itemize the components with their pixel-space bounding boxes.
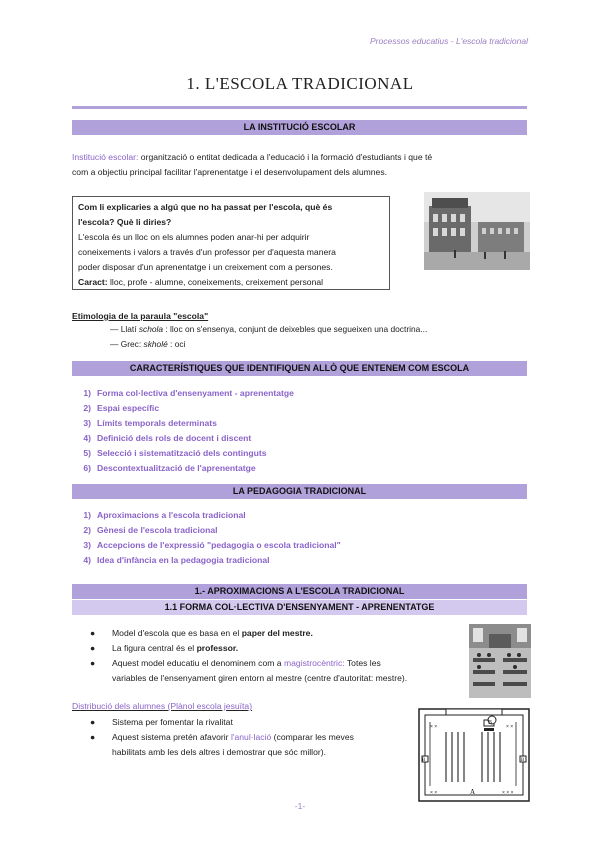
list-item: ● Sistema per fomentar la rivalitat: [72, 715, 417, 730]
box-caract: [78, 275, 384, 290]
distribucio-bullets: [72, 715, 417, 760]
list-item: 2) Gènesi de l'escola tradicional: [83, 525, 218, 535]
box-question-1: Com li explicaries a algú que no ha passat per l'escola, què és: [78, 202, 333, 212]
list-item: 1) Forma col·lectiva d'ensenyament - aprenentatge: [83, 388, 294, 398]
bullet-dot: ●: [90, 732, 96, 742]
svg-text:× × ×: × × ×: [502, 790, 514, 796]
section-band-pedagogia: LA PEDAGOGIA TRADICIONAL: [72, 484, 527, 499]
definition-paragraph: [72, 150, 532, 180]
box-answer-3: poder disposar d'un aprenentatge i un creixement com a persones.: [78, 262, 333, 272]
etimologia-title: Etimologia de la paraula "escola": [72, 311, 209, 321]
title-underline: [72, 106, 527, 109]
school-building-photo: [424, 192, 530, 270]
classroom-photo: [469, 624, 531, 698]
svg-text:× ×: × ×: [506, 724, 514, 730]
pedagogia-list: [72, 508, 341, 568]
etim-greek-word: skholé: [143, 339, 168, 349]
etim-latin-prefix: — Llatí: [110, 324, 139, 334]
floor-plan-drawing: [418, 708, 530, 802]
definition-text-2: com a objectiu principal facilitar l'aprenentatge i el desenvolupament dels alumnes.: [72, 167, 388, 177]
running-header: Processos educatius - L'escola tradicional: [369, 36, 528, 46]
box-answer-2: coneixements i valors a través d'un professor per d'aquesta manera: [78, 247, 336, 257]
svg-text:× ×: × ×: [430, 724, 438, 730]
etim-latin-word: schola: [138, 324, 164, 334]
list-item: ● Aquest model educatiu el denominem com a magistrocèntric: Totes les variables de l'ensenyament giren entorn al mestre (centre d'autoritat: mestre).: [90, 658, 408, 683]
list-item: 5) Selecció i sistematització dels continguts: [83, 448, 267, 458]
page-number: -1-: [294, 801, 306, 811]
list-item: 3) Accepcions de l'expressió "pedagogia o escola tradicional": [83, 540, 341, 550]
caract-label: Caract:: [78, 277, 108, 287]
etimologia-greek: [110, 337, 185, 351]
bullet-dot: ●: [90, 643, 96, 653]
caracteristiques-list: [72, 386, 294, 476]
definition-text-1: organització o entitat dedicada a l'educació i la formació d'estudiants i que té: [140, 152, 433, 162]
etim-latin-text: : lloc on s'ensenya, conjunt de deixebles que segueixen una doctrina...: [163, 324, 428, 334]
list-item: 4) Idea d'infància en la pedagogia tradicional: [83, 555, 270, 565]
plan-letter-bottom: A: [470, 788, 476, 796]
svg-text:× ×: × ×: [430, 790, 438, 796]
plan-letter-left: B: [422, 758, 426, 763]
definition-term: Institució escolar:: [72, 152, 139, 162]
list-item: 1) Aproximacions a l'escola tradicional: [83, 510, 246, 520]
box-answer-1: L'escola és un lloc on els alumnes poden anar-hi per adquirir: [78, 232, 310, 242]
box-question-2: l'escola? Què li diries?: [78, 217, 172, 227]
plan-letter-right: B: [521, 758, 525, 763]
list-item: 2) Espai específic: [83, 403, 160, 413]
page-title: 1. L'ESCOLA TRADICIONAL: [186, 74, 414, 93]
plan-letter-top: B: [488, 720, 493, 726]
etim-greek-prefix: — Grec:: [110, 339, 144, 349]
list-item: 6) Descontextualització de l'aprenentatge: [83, 463, 256, 473]
bullet-dot: ●: [90, 628, 96, 638]
section-band-institucio: LA INSTITUCIÓ ESCOLAR: [72, 120, 527, 135]
mestre-bullets: [72, 626, 462, 686]
question-box: [72, 196, 390, 290]
section-band-caracteristiques: CARACTERÍSTIQUES QUE IDENTIFIQUEN ALLÒ QUE ENTENEM COM ESCOLA: [72, 361, 527, 376]
list-item: 4) Definició dels rols de docent i discent: [83, 433, 252, 443]
list-item: ● La figura central és el professor.: [72, 641, 462, 656]
list-item: ● Model d'escola que es basa en el paper del mestre.: [72, 626, 462, 641]
distribucio-title: Distribució dels alumnes (Plànol escola jesuïta): [72, 701, 253, 711]
bullet-dot: ●: [90, 717, 96, 727]
etimologia-latin: [110, 322, 427, 336]
section-band-aproximacions: 1.- APROXIMACIONS A L'ESCOLA TRADICIONAL: [72, 584, 527, 599]
caract-text: lloc, profe - alumne, coneixements, creixement personal: [107, 277, 324, 287]
bullet-dot: ●: [90, 658, 96, 668]
etim-greek-text: : oci: [167, 339, 186, 349]
list-item: 3) Límits temporals determinats: [83, 418, 217, 428]
list-item: ● Aquest sistema pretén afavorir l'anul·lació (comparar les meves habilitats amb les dels altres i demostrar que sóc millor).: [90, 732, 354, 757]
section-band-forma-collectiva: 1.1 FORMA COL·LECTIVA D'ENSENYAMENT - APRENENTATGE: [72, 600, 527, 615]
